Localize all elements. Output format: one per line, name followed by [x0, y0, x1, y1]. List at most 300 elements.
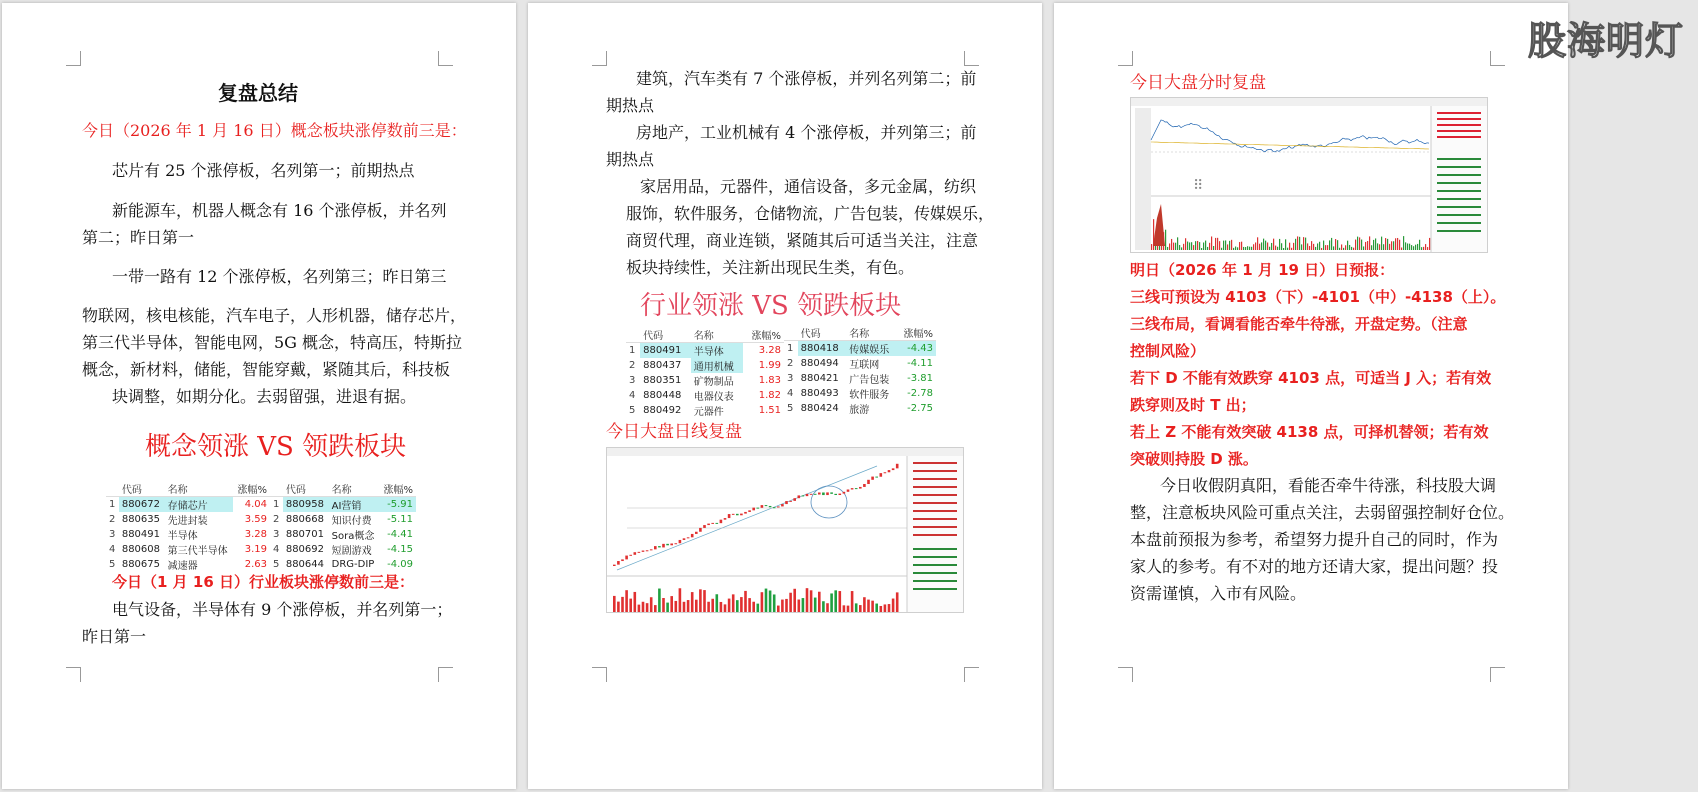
volume-bar: [1323, 241, 1324, 250]
paragraph: 建筑，汽车类有 7 个涨停板，并列名列第二；前: [636, 69, 977, 88]
volume-bar: [1301, 244, 1302, 250]
volume-bar: [1347, 241, 1348, 250]
volume-bar: [1253, 244, 1254, 250]
candle: [789, 501, 792, 502]
volume-bar: [1413, 246, 1414, 250]
forecast-line: 若下 D 不能有效跌穿 4103 点，可适当 J 入；若有效: [1130, 369, 1492, 387]
volume-bar: [1213, 246, 1214, 250]
crop-mark: [592, 667, 607, 682]
crop-mark: [964, 667, 979, 682]
col-name: 名称: [329, 481, 380, 497]
candle: [670, 544, 673, 546]
table-row: 2 880437 通用机械 1.99: [629, 360, 781, 373]
table-row: 5 880424 旅游 -2.75: [787, 403, 933, 416]
volume-bar: [880, 606, 883, 612]
volume-bar: [1211, 236, 1212, 250]
volume-bar: [1377, 243, 1378, 250]
volume-bar: [863, 597, 866, 612]
candle: [896, 464, 899, 469]
volume-bar: [634, 592, 637, 612]
volume-bar: [765, 589, 768, 612]
paragraph: 家居用品，元器件，通信设备，多元金属，纺织: [640, 177, 977, 196]
volume-bar: [785, 599, 788, 612]
volume-bar: [1177, 237, 1178, 250]
volume-bar: [621, 597, 624, 612]
volume-bar: [1257, 237, 1258, 250]
volume-bar: [1215, 238, 1216, 250]
volume-bar: [724, 604, 727, 612]
table-row: 4 880448 电器仪表 1.82: [629, 390, 781, 403]
crop-mark: [438, 667, 453, 682]
volume-bar: [1349, 245, 1350, 250]
volume-bar: [1293, 243, 1294, 250]
crop-mark: [1490, 51, 1505, 66]
volume-bar: [703, 590, 706, 612]
table-row: 3 880701 Sora概念 -4.41: [273, 529, 413, 542]
col-pct: 涨幅%: [743, 327, 784, 343]
volume-bar: [1401, 247, 1402, 250]
intraday-heading: 今日大盘分时复盘: [1130, 73, 1266, 93]
volume-bar: [1247, 246, 1248, 250]
forecast-line: 三线布局，看调看能否牵牛待涨，开盘定势。（注意: [1130, 315, 1468, 333]
paragraph: 期热点: [606, 150, 655, 169]
intraday-price-line: [1151, 120, 1429, 152]
crop-mark: [1490, 667, 1505, 682]
table-row: 5 880644 DRG-DIP -4.09: [273, 558, 413, 570]
intraday-volume-group: [1151, 219, 1430, 250]
candle: [675, 543, 678, 544]
volume-bar: [773, 594, 776, 612]
intraday-graphic: [1131, 98, 1487, 252]
candle: [847, 489, 850, 491]
document-page-2: [528, 3, 1042, 789]
volume-bar: [1197, 241, 1198, 250]
paragraph: 物联网，核电核能，汽车电子，人形机器，储存芯片，: [82, 306, 467, 325]
volume-bar: [1291, 248, 1292, 250]
volume-bar: [1187, 242, 1188, 250]
table-row: 2 880668 知识付费 -5.11: [273, 514, 413, 527]
volume-bar: [851, 591, 854, 612]
candle: [806, 494, 809, 496]
volume-bar: [1171, 239, 1172, 250]
volume-bar: [761, 592, 764, 612]
volume-bar: [1311, 241, 1312, 250]
volume-bar: [789, 593, 792, 612]
volume-bar: [1167, 247, 1168, 250]
col-code: 代码: [640, 327, 691, 343]
col-pct: 涨幅%: [233, 481, 270, 497]
crop-mark: [66, 667, 81, 682]
volume-bar: [1411, 245, 1412, 250]
paragraph: 电气设备，半导体有 9 个涨停板，并名列第一；: [112, 600, 453, 619]
forecast-line: 若上 Z 不能有效突破 4138 点，可择机替领；若有效: [1130, 423, 1489, 441]
volume-bar: [617, 602, 620, 612]
candle: [777, 506, 780, 507]
volume-bar: [1179, 245, 1180, 250]
volume-bar: [683, 602, 686, 612]
volume-bar: [1233, 248, 1234, 250]
candle: [662, 544, 665, 548]
volume-bar: [1303, 237, 1304, 250]
volume-bar: [896, 592, 899, 612]
candle: [711, 523, 714, 524]
volume-bar: [781, 600, 784, 612]
volume-bar: [1389, 244, 1390, 250]
volume-bar: [629, 599, 632, 612]
crop-mark: [1118, 667, 1133, 682]
volume-bar: [1259, 244, 1260, 250]
volume-bar: [716, 594, 719, 612]
volume-bar: [1423, 247, 1424, 250]
candle: [793, 498, 796, 501]
volume-bar: [875, 604, 878, 612]
forecast-line: 突破则持股 D 涨。: [1130, 450, 1258, 468]
candle: [650, 549, 653, 550]
volume-bar: [1343, 248, 1344, 250]
candle: [707, 524, 710, 525]
candle: [728, 514, 731, 518]
paragraph: 房地产，工业机械有 4 个涨停板，并列第三；前: [636, 123, 977, 142]
paragraph: 板块持续性，关注新出现民生类，有色。: [626, 258, 915, 277]
volume-bar: [1305, 238, 1306, 250]
candle: [658, 546, 661, 547]
candle: [863, 484, 866, 487]
section-title: 概念领涨 VS 领跌板块: [145, 432, 407, 462]
candle: [748, 510, 751, 512]
volume-bar: [1335, 239, 1336, 250]
volume-bar: [1337, 240, 1338, 250]
candle: [732, 514, 735, 515]
crop-mark: [438, 51, 453, 66]
volume-bar: [1357, 237, 1358, 250]
volume-bar: [1351, 247, 1352, 250]
candle: [752, 508, 755, 511]
volume-bar: [1235, 247, 1236, 250]
candle: [781, 504, 784, 506]
volume-bar: [1249, 247, 1250, 250]
volume-bar: [843, 605, 846, 612]
table-row: 5 880492 元器件 1.51: [629, 405, 781, 418]
table-row: 1 880491 半导体 3.28: [626, 343, 784, 359]
document-page-1: [2, 3, 516, 789]
volume-bar: [1281, 243, 1282, 250]
col-index: [270, 481, 283, 497]
volume-bar: [1277, 247, 1278, 250]
volume-bar: [1317, 243, 1318, 250]
volume-bar: [711, 599, 714, 612]
volume-bar: [691, 592, 694, 612]
volume-bar: [1397, 238, 1398, 250]
candle: [892, 468, 895, 470]
volume-bar: [638, 605, 641, 612]
volume-bar: [1283, 248, 1284, 250]
volume-bar: [740, 597, 743, 612]
volume-bar: [1369, 236, 1370, 250]
volume-bar: [732, 594, 735, 612]
volume-bar: [707, 602, 710, 612]
candle: [884, 472, 887, 473]
col-pct: 涨幅%: [897, 325, 936, 341]
volume-bar: [839, 591, 842, 612]
volume-bar: [1321, 248, 1322, 250]
candle: [757, 508, 760, 509]
volume-bar: [1203, 242, 1204, 250]
volume-bar: [1367, 241, 1368, 250]
volume-bar: [1205, 241, 1206, 250]
volume-bar: [1403, 236, 1404, 250]
volume-bar: [1429, 238, 1430, 250]
volume-bar: [646, 603, 649, 612]
candle: [880, 473, 883, 477]
candle: [859, 487, 862, 489]
volume-bar: [679, 588, 682, 612]
candle: [769, 506, 772, 507]
volume-bar: [814, 598, 817, 612]
volume-bar: [1331, 238, 1332, 250]
industry-loss-table: [784, 325, 936, 416]
candle: [720, 520, 723, 523]
volume-bar: [1169, 243, 1170, 250]
volume-bar: [1183, 244, 1184, 250]
volume-bar: [625, 590, 628, 612]
paragraph: 今日收假阴真阳，看能否牵牛待涨，科技股大调: [1160, 476, 1497, 495]
candle: [625, 556, 628, 560]
watermark-logo: 股海明灯: [1527, 19, 1684, 63]
volume-bar: [1391, 241, 1392, 250]
volume-bar: [1231, 240, 1232, 250]
candle: [826, 492, 829, 495]
candle: [822, 492, 825, 495]
volume-bar: [1201, 248, 1202, 250]
volume-bar: [736, 600, 739, 612]
volume-bar: [793, 589, 796, 612]
candle: [851, 488, 854, 489]
table-row: 1 880958 AI营销 -5.91: [270, 497, 416, 513]
paragraph: 家人的参考。有不对的地方还请大家，提出问题？投: [1130, 557, 1499, 576]
volume-bar: [1269, 247, 1270, 250]
table-row: 3 880351 矿物制品 1.83: [629, 375, 781, 388]
candle: [638, 552, 641, 553]
volume-bar: [1289, 243, 1290, 250]
volume-bar: [1419, 240, 1420, 250]
candle: [810, 494, 813, 495]
paragraph: 第三代半导体，智能电网，5G 概念，特高压，特斯拉: [82, 333, 463, 352]
concept-loss-table: [270, 481, 416, 571]
volume-bar: [802, 598, 805, 612]
candle: [744, 512, 747, 514]
col-code: 代码: [283, 481, 329, 497]
volume-bar: [1319, 242, 1320, 250]
candle: [802, 495, 805, 496]
volume-bar: [613, 596, 616, 612]
forecast-line: 三线可预设为 4103（下）-4101（中）-4138（上）。: [1130, 288, 1506, 306]
volume-bar: [855, 603, 858, 612]
col-name: 名称: [846, 325, 897, 341]
volume-bar: [1173, 243, 1174, 250]
concept-gain-table: [106, 481, 270, 572]
volume-bar: [658, 589, 661, 612]
industry-gain-table: [626, 327, 784, 418]
volume-bar: [1345, 245, 1346, 250]
volume-bar: [720, 602, 723, 612]
forecast-line: 控制风险）: [1130, 342, 1206, 360]
volume-bar: [699, 589, 702, 612]
volume-bar: [675, 601, 678, 612]
volume-bar: [1385, 238, 1386, 250]
paragraph: 资需谨慎，入市有风险。: [1130, 584, 1307, 603]
volume-bar: [892, 599, 895, 612]
volume-bar: [1199, 242, 1200, 250]
candle: [834, 494, 837, 495]
candle: [839, 494, 842, 495]
volume-bar: [1341, 244, 1342, 250]
volume-bar: [1175, 243, 1176, 250]
daily-kline-graphic: [607, 448, 963, 612]
table-row: 1 880672 存储芯片 4.04: [106, 497, 270, 513]
col-index: [626, 327, 640, 343]
volume-bar: [1191, 242, 1192, 250]
forecast-line: 跌穿则及时 T 出；: [1130, 396, 1256, 414]
crop-mark: [592, 51, 607, 66]
volume-bar: [1237, 247, 1238, 250]
crop-mark: [66, 51, 81, 66]
table-row: 3 880421 广告包装 -3.81: [787, 373, 933, 386]
candle: [679, 540, 682, 543]
volume-bar: [662, 598, 665, 612]
table-row: 4 880608 第三代半导体 3.19: [109, 544, 267, 557]
volume-bar: [884, 604, 887, 612]
volume-bar: [1273, 239, 1274, 250]
candle: [642, 551, 645, 552]
candle: [761, 505, 764, 508]
volume-bar: [1255, 242, 1256, 250]
candle: [654, 546, 657, 549]
candle: [888, 470, 891, 472]
paragraph: 第二；昨日第一: [82, 228, 195, 247]
candle: [818, 492, 821, 494]
drag-handle-icon[interactable]: ⠿: [1193, 178, 1204, 194]
concept-heading: 今日（2026 年 1 月 16 日）概念板块涨停数前三是：: [82, 121, 467, 140]
intraday-chart-image: [1130, 97, 1488, 253]
candle: [683, 538, 686, 540]
volume-bar: [1223, 241, 1224, 250]
volume-bar: [1409, 244, 1410, 250]
volume-bar: [1295, 239, 1296, 250]
candle: [629, 555, 632, 556]
volume-bar: [1313, 244, 1314, 250]
volume-bar: [1307, 243, 1308, 250]
volume-bar: [1225, 240, 1226, 250]
volume-bar: [1245, 247, 1246, 250]
volume-bar: [757, 604, 760, 612]
volume-bar: [847, 606, 850, 612]
volume-bar: [744, 591, 747, 612]
paragraph: 本盘前预报为参考，希望努力提升自己的同时，作为: [1130, 530, 1499, 549]
volume-bar: [1353, 248, 1354, 250]
volume-bar: [1195, 241, 1196, 250]
volume-bar: [810, 590, 813, 612]
volume-bar: [1243, 247, 1244, 250]
candle: [843, 492, 846, 494]
candle: [785, 501, 788, 504]
volume-bar: [1387, 239, 1388, 250]
volume-bar: [1315, 247, 1316, 250]
paragraph: 期热点: [606, 96, 655, 115]
candle: [621, 559, 624, 561]
volume-bar: [1309, 246, 1310, 250]
volume-bar: [867, 600, 870, 612]
volume-bar: [1329, 240, 1330, 250]
candle: [724, 518, 727, 520]
col-code: 代码: [798, 325, 847, 341]
forecast-title: 明日（2026 年 1 月 19 日）日预报：: [1130, 261, 1395, 279]
col-name: 名称: [691, 327, 744, 343]
candle: [867, 480, 870, 484]
volume-bar: [769, 591, 772, 612]
volume-bar: [1359, 237, 1360, 250]
candle: [613, 565, 616, 566]
paragraph: 芯片有 25 个涨停板，名列第一；前期热点: [112, 161, 415, 180]
volume-bar: [1415, 245, 1416, 250]
candle: [691, 534, 694, 537]
volume-bar: [1365, 242, 1366, 250]
volume-bar: [752, 602, 755, 612]
candle: [773, 507, 776, 508]
paragraph: 整，注意板块风险可重点关注，去弱留强控制好仓位。: [1130, 503, 1515, 522]
volume-bar: [1261, 242, 1262, 250]
table-row: 2 880635 先进封装 3.59: [109, 514, 267, 527]
page-title: 复盘总结: [218, 81, 298, 105]
volume-bar: [1425, 244, 1426, 250]
candle: [740, 514, 743, 516]
volume-bar: [1325, 245, 1326, 250]
volume-bar: [1271, 243, 1272, 250]
intraday-average-line: [1151, 142, 1429, 149]
candle: [666, 544, 669, 545]
volume-bar: [1181, 247, 1182, 250]
candle: [716, 523, 719, 524]
candle: [814, 494, 817, 495]
paragraph: 昨日第一: [82, 627, 147, 646]
volume-bar: [1241, 242, 1242, 250]
volume-bar: [1427, 247, 1428, 250]
col-code: 代码: [119, 481, 165, 497]
volume-bar: [1371, 245, 1372, 250]
table-row: 5 880675 减速器 2.63: [109, 559, 267, 572]
volume-bar: [1263, 239, 1264, 250]
candle: [765, 505, 768, 506]
volume-bar: [1185, 238, 1186, 250]
daily-kline-chart-image: [606, 447, 964, 613]
table-row: 2 880494 互联网 -4.11: [787, 358, 933, 371]
volume-bar: [1285, 239, 1286, 250]
volume-bar: [1383, 244, 1384, 250]
volume-bar: [748, 598, 751, 612]
volume-bar: [687, 600, 690, 612]
volume-bar: [1393, 241, 1394, 250]
volume-bar: [1395, 238, 1396, 250]
volume-bar: [1381, 237, 1382, 250]
volume-bar: [1405, 242, 1406, 250]
paragraph: 服饰，软件服务，仓储物流，广告包装，传媒娱乐，: [626, 204, 995, 223]
crop-mark: [1118, 51, 1133, 66]
volume-bar: [1287, 248, 1288, 250]
volume-bar: [1207, 247, 1208, 250]
volume-bar: [1275, 246, 1276, 250]
paragraph: 新能源车，机器人概念有 16 个涨停板，并名列: [112, 201, 447, 220]
col-name: 名称: [165, 481, 233, 497]
candle: [875, 477, 878, 478]
